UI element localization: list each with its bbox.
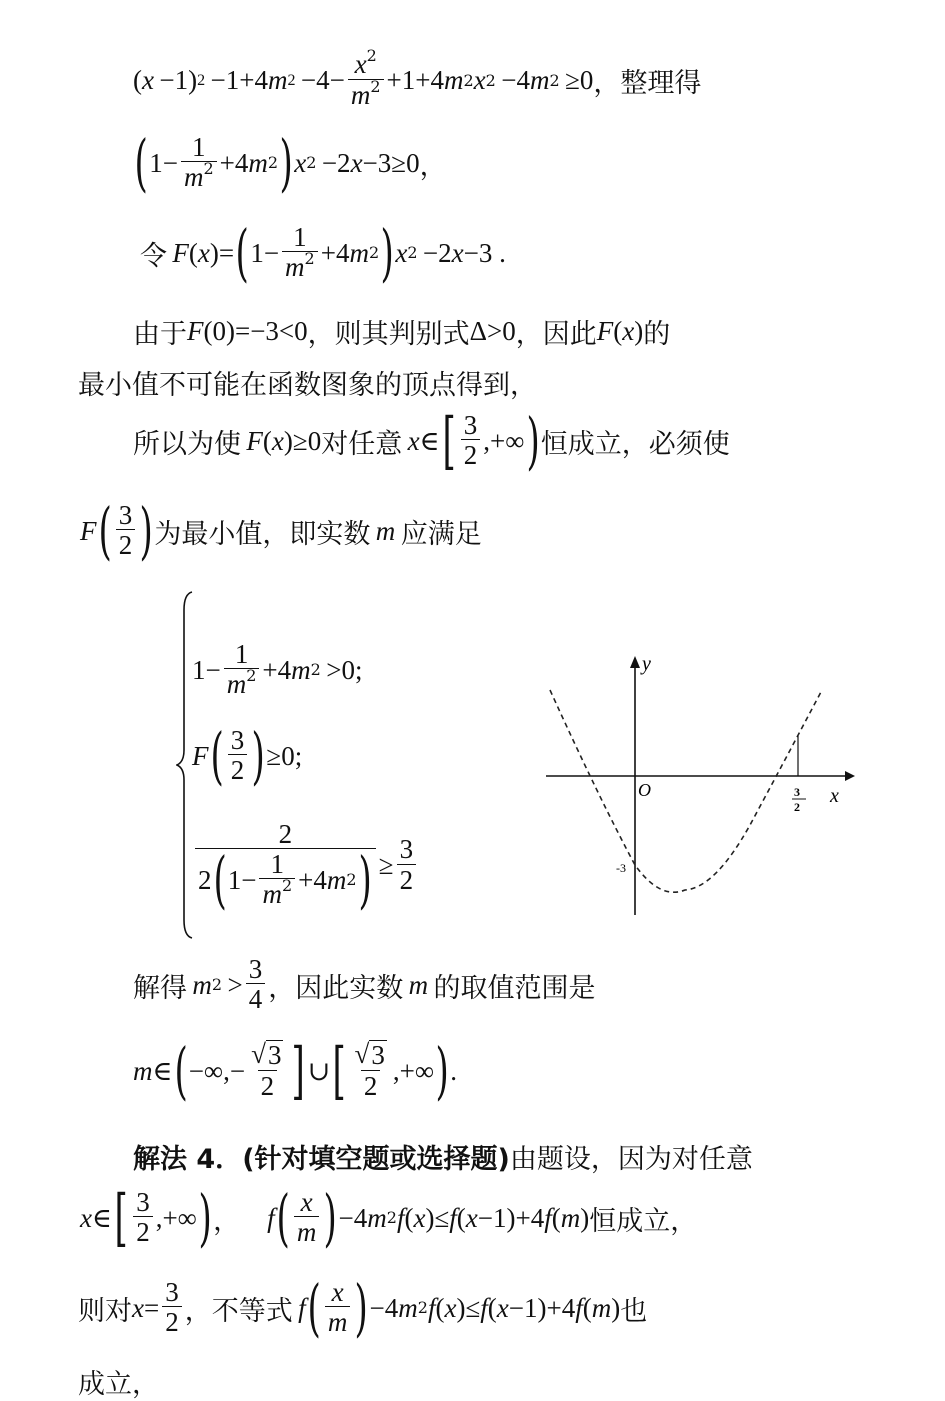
text-yingmanzu: 应满足 [400,518,482,550]
x-mark-num: 3 [794,785,800,799]
x-axis-arrow [845,771,855,781]
text-budengshi: ，不等式 [184,1295,293,1327]
result-line: m ∈ ( −∞,− √ 3 2 ] ∪ [ √ 3 2 ,+∞ ) . [133,1034,458,1107]
equation-line-2: ( 1− $\frac{1}{m^2}$ +4 m 2 ) x 2 −2 x −3≥0 ， [134,126,447,199]
system-condition-1: 1− $\frac{1}{m^2}$ +4 m 2 >0; [192,639,363,700]
comma-2: ， [213,1205,241,1237]
text-youyu: 由于 [133,319,187,350]
comma: ， [419,150,447,182]
text-suoyi: 所以为使 [133,428,241,460]
x-mark-den: 2 [794,800,800,814]
text-renyi: 对任意 [321,428,403,460]
text-chengli: 成立， [78,1369,159,1400]
solution-4-line [133,1137,753,1176]
text-line-5 [78,363,537,402]
text-line-6: 所以为使 F ( x )≥0 对任意 x ∈ [ $\frac{3}{2}$ ,+∞ ) 恒成立，必须使 [133,404,730,477]
origin-label: O [638,780,651,800]
solution-4-note: (针对填空题或选择题) [242,1144,510,1175]
text-zuixiaozhi: 为最小值，即实数 [154,518,371,550]
text-ling: 令 [140,240,167,272]
text-line-10: x ∈ [ $\frac{3}{2}$ ,+∞ ) ， f ( $\frac{x}{m}$ ) −4 m 2 f ( x )≤ f ( x −1)+4 f ( m ) 恒成立， [80,1181,698,1254]
function-graph [540,650,860,920]
text-de: 的 [643,319,671,350]
text-shishu: ，因此实数 [268,972,404,1004]
x-axis-label: x [830,785,839,807]
solution-4-text: 由题设，因为对任意 [509,1144,753,1175]
text-jiede: 解得 [133,972,187,1004]
y-intercept-label: -3 [616,861,626,875]
text-discriminant: ，则其判别式 [307,319,470,350]
text-zedui: 则对 [78,1295,132,1327]
text-zhengli: ，整理得 [593,68,702,100]
solution-4-title: 解法 4． [133,1144,243,1175]
text-fanwei: 的取值范围是 [433,972,596,1004]
system-condition-3: 2 2 ( 1− $\frac{1}{m^2}$ +4 m 2 ) ≥ $\frac{3}{2}$ [192,820,419,911]
equation-line-1: ( x −1) 2 −1+4 m 2 −4− $\frac{x^2}{m^2}$ +1+4 m 2 x 2 −4 m 2 ≥0 ，整理得 [133,46,702,111]
y-axis-label: y [642,653,651,675]
text-line-7: F ( $\frac{3}{2}$ ) 为最小值，即实数 m 应满足 [80,494,482,567]
text-line-11: 则对 x = $\frac{3}{2}$ ，不等式 f ( $\frac{x}{m}$ ) −4 m 2 f ( x )≤ f ( x −1)+4 f ( m ) 也 [78,1271,648,1344]
text-min-value: 最小值不可能在函数图象的顶点得到， [78,370,537,401]
text-hengchengli: 恒成立，必须使 [540,428,730,460]
text-ye: 也 [620,1295,648,1327]
text-line-12 [78,1362,159,1401]
parabola-curve [550,690,822,892]
equation-line-3: 令 F ( x )= ( 1− $\frac{1}{m^2}$ +4 m 2 ) x 2 −2 x −3 . [140,216,506,289]
system-condition-2: F ( $\frac{3}{2}$ ) ≥0; [192,719,303,792]
text-line-4: 由于 F (0)=−3<0 ，则其判别式 Δ>0 ，因此 F ( x ) 的 [133,312,670,351]
text-line-8: 解得 m 2 > $\frac{3}{4}$ ，因此实数 m 的取值范围是 [133,954,596,1015]
text-hengchengli-2: 恒成立， [589,1205,698,1237]
text-yinci: ，因此 [515,319,597,350]
y-axis-arrow [630,656,640,668]
